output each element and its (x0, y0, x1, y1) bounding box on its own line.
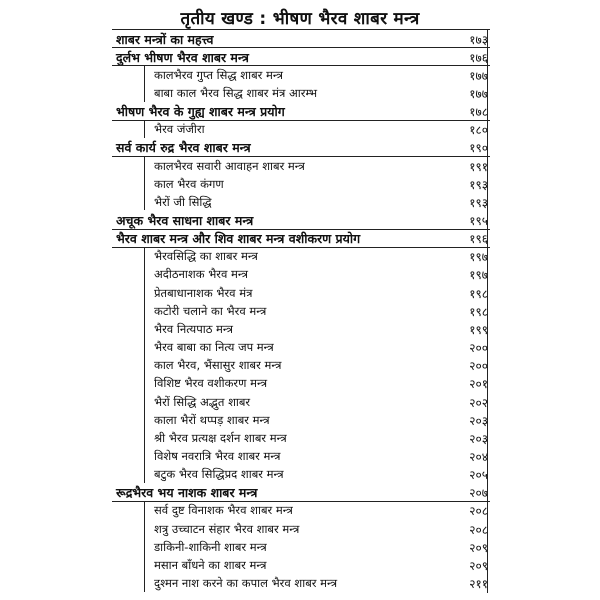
toc-page-number: १९६ (469, 232, 488, 247)
toc-page-number: १९३ (469, 195, 488, 210)
toc-page-number: १९५ (469, 214, 488, 228)
toc-chapter-row (116, 103, 488, 121)
toc-entry-label: शाबर मन्त्रों का महत्त्व (116, 31, 214, 47)
toc-page-number: १९९ (469, 322, 488, 337)
toc-subentry-row (154, 502, 488, 520)
toc-subentry-row (154, 248, 488, 266)
toc-entry-label: भैरव जंजीरा (154, 122, 205, 137)
toc-page-number: २०३ (469, 413, 488, 428)
toc-entry-label: काल भैरव, भैंसासुर शाबर मन्त्र (154, 358, 282, 373)
toc-subentry-row (154, 429, 488, 447)
toc-page-number: २०९ (469, 540, 488, 555)
toc-subentry-row (154, 339, 488, 357)
toc-page-number: १९१ (469, 159, 488, 174)
toc-entry-label: भैरों जी सिद्धि (154, 194, 212, 209)
toc-subentry-row (154, 193, 488, 211)
toc-page-number: १९७ (469, 268, 488, 283)
toc-page-number: २०९ (469, 558, 488, 573)
group-bracket-line (144, 157, 145, 210)
toc-subentry-row (154, 375, 488, 393)
toc-subentry-row (154, 284, 488, 302)
toc-entry-label: भैरवसिद्धि का शाबर मन्त्र (154, 249, 258, 264)
toc-page-number: १९७ (469, 250, 488, 265)
toc-chapter-row (116, 30, 488, 48)
group-bracket-line (144, 121, 145, 138)
toc-page-number: २०८ (469, 522, 488, 537)
toc-entry-label: भैरव बाबा का नित्य जप मन्त्र (154, 340, 274, 355)
toc-page-number: २०० (469, 341, 488, 356)
toc-page-number: २०८ (469, 504, 488, 519)
toc-subentry-row (154, 520, 488, 538)
toc-entry-label: विशेष नवरात्रि भैरव शाबर मन्त्र (154, 448, 281, 463)
toc-entry-label: भैरव शाबर मन्त्र और शिव शाबर मन्त्र वशीकरण प्रयोग (116, 231, 361, 247)
toc-subentry-row (154, 466, 488, 484)
toc-page-number: २०४ (469, 449, 488, 464)
toc-subentry-row (154, 575, 488, 593)
toc-entry-label: रूद्रभैरव भय नाशक शाबर मन्त्र (116, 485, 258, 501)
toc-page-number: १७७ (469, 68, 488, 83)
title-underline (112, 29, 490, 30)
toc-subentry-row (154, 538, 488, 556)
toc-entry-label: डाकिनी-शाकिनी शाबर मन्त्र (154, 539, 267, 554)
toc-subentry-row (154, 121, 488, 139)
toc-entry-label: भीषण भैरव के गुह्य शाबर मन्त्र प्रयोग (116, 104, 285, 120)
group-bracket-line (144, 248, 145, 483)
toc-entry-label: अदीठनाशक भैरव मन्त्र (154, 267, 249, 282)
toc-chapter-row (116, 139, 488, 157)
toc-entry-label: सर्व कार्य रुद्र भैरव शाबर मन्त्र (116, 140, 251, 156)
toc-entry-label: विशिष्ट भैरव वशीकरण मन्त्र (154, 376, 268, 391)
toc-page-number: १९० (469, 141, 488, 156)
toc-subentry-row (154, 447, 488, 465)
toc-entry-label: कालभैरव गुप्त सिद्ध शाबर मन्त्र (154, 67, 283, 82)
toc-subentry-row (154, 357, 488, 375)
toc-subentry-row (154, 157, 488, 175)
toc-page-number: १९८ (469, 304, 488, 319)
toc-entry-label: दुश्मन नाश करने का कपाल भैरव शाबर मन्त्र (154, 576, 338, 590)
toc-page-number: २०२ (469, 395, 488, 410)
toc-chapter-row (116, 484, 488, 502)
toc-chapter-row (116, 48, 488, 66)
toc-subentry-row (154, 66, 488, 84)
toc-page-number: १८० (469, 123, 488, 138)
toc-page-number: १७७ (469, 86, 488, 101)
toc-subentry-row (154, 411, 488, 429)
toc-chapter-row (116, 212, 488, 230)
toc-page-number: २०० (469, 359, 488, 374)
toc-page-number: १९८ (469, 286, 488, 301)
toc-entry-label: बटुक भैरव सिद्धिप्रद शाबर मन्त्र (154, 467, 284, 482)
toc-entry-label: प्रेतबाधानाशक भैरव मंत्र (154, 285, 253, 300)
toc-entry-label: मसान बाँधने का शाबर मन्त्र (154, 557, 267, 572)
toc-entry-label: काला भैरों थप्पड़ शाबर मन्त्र (154, 412, 270, 427)
toc-entry-label: दुर्लभ भीषण भैरव शाबर मन्त्र (116, 49, 249, 65)
toc-subentry-row (154, 393, 488, 411)
toc-subentry-row (154, 302, 488, 320)
toc-page-number: २०७ (469, 486, 488, 501)
toc-entry-label: कालभैरव सवारी आवाहन शाबर मन्त्र (154, 158, 305, 173)
toc-entry-label: अचूक भैरव साधना शाबर मन्त्र (116, 213, 254, 228)
toc-page-number: १७६ (469, 50, 488, 65)
right-border-line (487, 29, 488, 593)
toc-entry-label: भैरव नित्यपाठ मन्त्र (154, 321, 234, 336)
group-bracket-line (144, 66, 145, 101)
toc-entry-label: भैरों सिद्धि अद्भुत शाबर (154, 394, 251, 409)
toc-page-number: २०३ (469, 431, 488, 446)
toc-entry-label: काल भैरव कंगण (154, 176, 224, 191)
toc-entry-label: सर्व दुष्ट विनाशक भैरव शाबर मन्त्र (154, 503, 293, 518)
toc-page-number: १७८ (469, 105, 488, 120)
toc-subentry-row (154, 266, 488, 284)
toc-subentry-row (154, 556, 488, 574)
toc-entry-label: बाबा काल भैरव सिद्ध शाबर मंत्र आरम्भ (154, 85, 318, 100)
toc-entry-label: शत्रु उच्चाटन संहार भैरव शाबर मन्त्र (154, 521, 300, 536)
toc-page-number: २०५ (469, 468, 488, 483)
toc-page-number: १९३ (469, 177, 488, 192)
toc-chapter-row (116, 230, 488, 248)
toc-page-number: २०१ (469, 377, 488, 392)
toc-page-number: २११ (469, 577, 488, 591)
group-bracket-line (144, 502, 145, 592)
toc-subentry-row (154, 84, 488, 102)
section-title: तृतीय खण्ड : भीषण भैरव शाबर मन्त्र (180, 9, 420, 29)
toc-subentry-row (154, 320, 488, 338)
toc-subentry-row (154, 175, 488, 193)
toc-entry-label: श्री भैरव प्रत्यक्ष दर्शन शाबर मन्त्र (154, 430, 287, 445)
toc-entry-label: कटोरी चलाने का भैरव मन्त्र (154, 303, 267, 318)
toc-page-number: १७३ (469, 32, 488, 47)
